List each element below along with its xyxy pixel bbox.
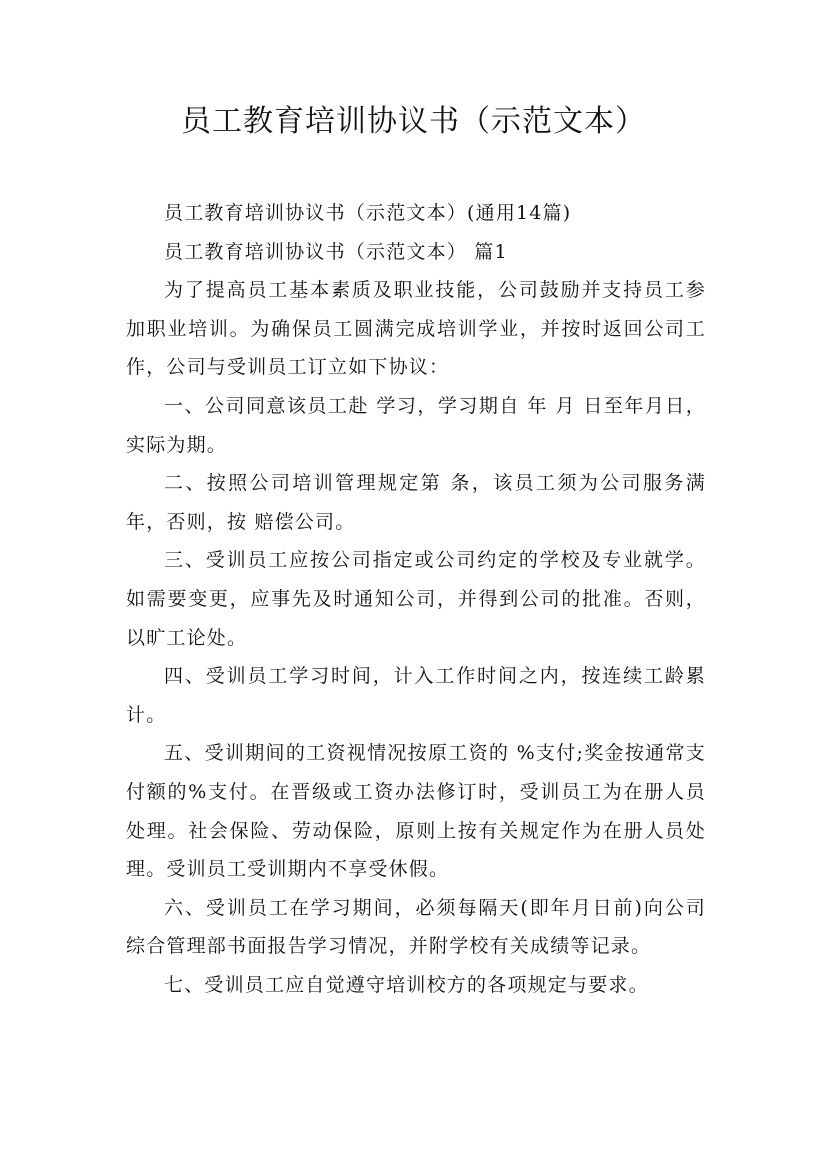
- clause-6: 六、受训员工在学习期间，必须每隔天(即年月日前)向公司综合管理部书面报告学习情况，并附学校有关成绩等记录。: [126, 896, 706, 958]
- intro-paragraph: 为了提高员工基本素质及职业技能，公司鼓励并支持员工参加职业培训。为确保员工圆满完成培训学业，并按时返回公司工作，公司与受训员工订立如下协议：: [126, 279, 706, 379]
- clause-1: 一、公司同意该员工赴 学习，学习期自 年 月 日至年月日，实际为期。: [126, 394, 706, 456]
- subtitle-line: 员工教育培训协议书（示范文本）(通用14篇): [164, 202, 572, 224]
- document-body: [126, 194, 706, 1004]
- clause-5: 五、受训期间的工资视情况按原工资的 %支付;奖金按通常支付额的%支付。在晋级或工资办法修订时，受训员工为在册人员处理。社会保险、劳动保险，原则上按有关规定作为在册人员处理。受训员工受训期内不享受休假。: [126, 742, 706, 881]
- clause-7: 七、受训员工应自觉遵守培训校方的各项规定与要求。: [164, 973, 649, 996]
- clause-3: 三、受训员工应按公司指定或公司约定的学校及专业就学。如需要变更，应事先及时通知公司，并得到公司的批准。否则，以旷工论处。: [126, 549, 706, 649]
- document-title: 员工教育培训协议书（示范文本）: [181, 104, 646, 139]
- section-heading: 员工教育培训协议书（示范文本） 篇1: [164, 240, 508, 263]
- clause-4: 四、受训员工学习时间，计入工作时间之内，按连续工龄累计。: [126, 665, 706, 726]
- clause-2: 二、按照公司培训管理规定第 条，该员工须为公司服务满 年，否则，按 赔偿公司。: [126, 472, 706, 533]
